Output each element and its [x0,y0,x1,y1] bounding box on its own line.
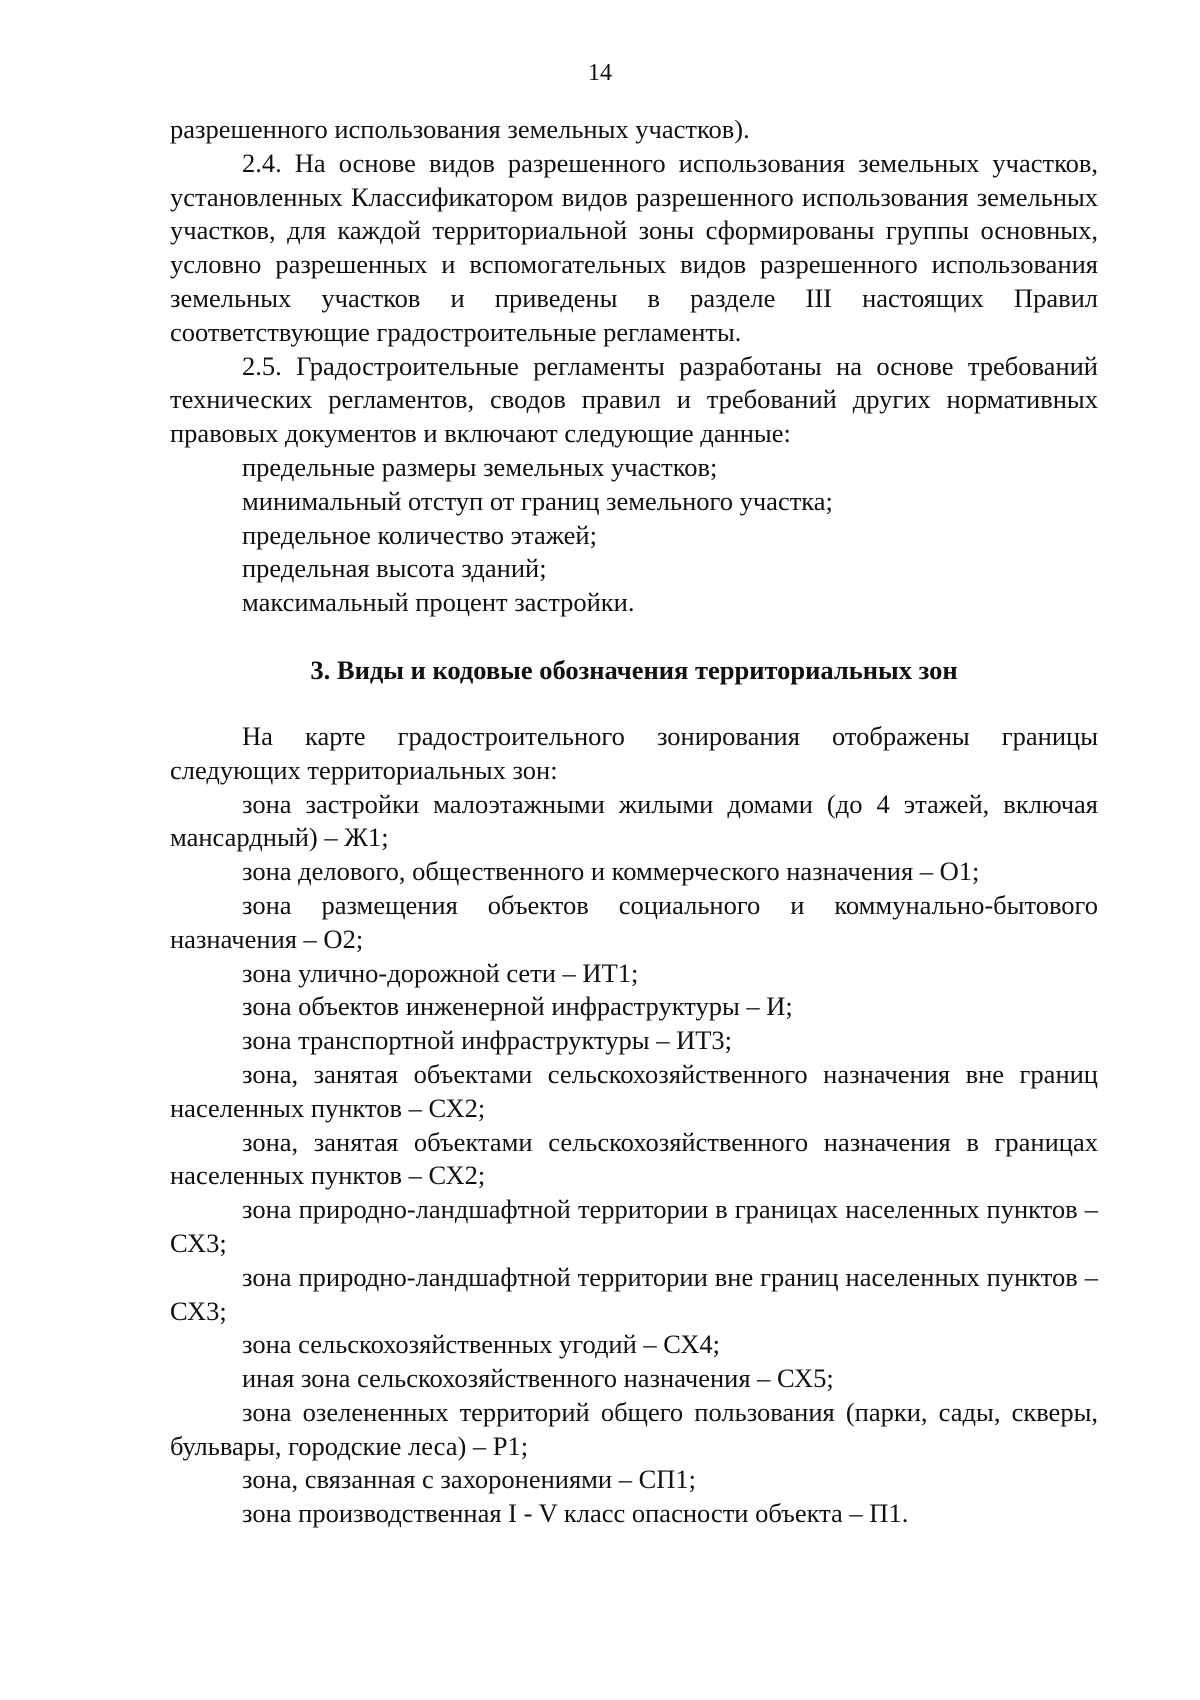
zone-item: зона озелененных территорий общего пользования (парки, сады, скверы, бульвары, городские леса) – Р1; [170,1396,1098,1461]
zone-item: зона, занятая объектами сельскохозяйственного назначения вне границ населенных пунктов – СХ2; [170,1058,1098,1123]
zone-item: зона улично-дорожной сети – ИТ1; [242,957,639,988]
page-number: 14 [588,60,612,86]
list-item: максимальный процент застройки. [242,587,635,618]
zone-item: зона, связанная с захоронениями – СП1; [242,1464,697,1495]
zone-item: зона транспортной инфраструктуры – ИТ3; [242,1025,733,1056]
zone-item: зона, занятая объектами сельскохозяйственного назначения в границах населенных пунктов – СХ2; [170,1126,1098,1191]
paragraph-intro-tail: разрешенного использования земельных участков). [170,114,750,144]
paragraph-3-intro: На карте градостроительного зонирования отображены границы следующих территориальных зон: [170,720,1098,785]
spacer [170,687,1098,720]
document-body [170,113,1098,1531]
zone-item: зона природно-ландшафтной территории вне границ населенных пунктов – СХ3; [170,1261,1098,1326]
list-item: минимальный отступ от границ земельного участка; [242,485,833,516]
section-heading-3: 3. Виды и кодовые обозначения территориальных зон [310,654,958,685]
paragraph-2-5: 2.5. Градостроительные регламенты разработаны на основе требований технических регламентов, сводов правил и требований других нормативных правовых документов и включают следующие данные: [170,350,1098,449]
zone-item: зона застройки малоэтажными жилыми домами (до 4 этажей, включая мансардный) – Ж1; [170,788,1098,853]
zone-item: зона делового, общественного и коммерческого назначения – О1; [242,856,980,887]
zone-item: зона природно-ландшафтной территории в границах населенных пунктов – СХ3; [170,1194,1098,1258]
spacer [170,620,1098,653]
zone-item: зона размещения объектов социального и коммунально-бытового назначения – О2; [170,889,1098,954]
zone-item: зона производственная I - V класс опасности объекта – П1. [242,1498,909,1529]
list-2-5 [170,451,1098,620]
list-item: предельные размеры земельных участков; [242,451,718,482]
zone-item: зона сельскохозяйственных угодий – СХ4; [242,1329,721,1360]
paragraph-2-4: 2.4. На основе видов разрешенного использования земельных участков, установленных Классификатором видов разрешенного использования земельных участков, для каждой территориальной зоны сформированы группы основных, условно разрешенных и вспомогательных видов разрешенного использования земельных участков и приведены в разделе III настоящих Правил соответствующие градостроительные регламенты. [170,147,1098,347]
zone-item: зона объектов инженерной инфраструктуры – И; [242,991,793,1022]
list-item: предельное количество этажей; [242,519,597,550]
list-item: предельная высота зданий; [242,553,547,584]
zones-list [170,788,1098,1532]
zone-item: иная зона сельскохозяйственного назначения – СХ5; [242,1363,834,1394]
